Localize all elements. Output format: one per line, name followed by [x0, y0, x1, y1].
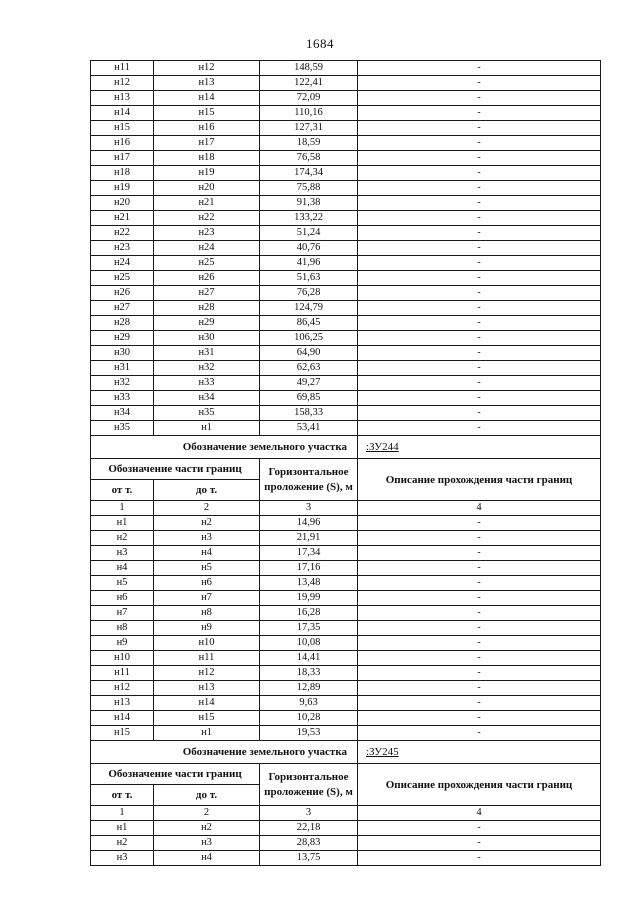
description-cell: -: [358, 181, 601, 196]
to-point-cell: н10: [154, 636, 260, 651]
to-point-cell: н35: [154, 406, 260, 421]
to-point-cell: н29: [154, 316, 260, 331]
length-cell: 53,41: [260, 421, 358, 436]
description-cell: -: [358, 196, 601, 211]
description-cell: -: [358, 711, 601, 726]
to-point-cell: н34: [154, 391, 260, 406]
from-point-cell: н35: [91, 421, 154, 436]
description-cell: -: [358, 211, 601, 226]
to-point-cell: н25: [154, 256, 260, 271]
from-point-cell: н3: [91, 851, 154, 866]
parcel-number: :ЗУ244: [358, 436, 601, 459]
description-cell: -: [358, 516, 601, 531]
table-row: [91, 406, 601, 421]
length-cell: 18,59: [260, 136, 358, 151]
length-cell: 19,99: [260, 591, 358, 606]
length-cell: 76,58: [260, 151, 358, 166]
from-point-cell: н18: [91, 166, 154, 181]
from-point-cell: н5: [91, 576, 154, 591]
description-header: Описание прохождения части границ: [358, 764, 601, 806]
length-cell: 16,28: [260, 606, 358, 621]
to-point-cell: н30: [154, 331, 260, 346]
table-row: [91, 256, 601, 271]
from-point-cell: н20: [91, 196, 154, 211]
to-point-header: до т.: [154, 480, 260, 501]
description-cell: -: [358, 836, 601, 851]
length-cell: 14,41: [260, 651, 358, 666]
to-point-cell: н5: [154, 561, 260, 576]
length-cell: 106,25: [260, 331, 358, 346]
to-point-cell: н24: [154, 241, 260, 256]
parcel-label: Обозначение земельного участка: [91, 436, 358, 459]
from-point-cell: н28: [91, 316, 154, 331]
table-row: [91, 821, 601, 836]
table-row: [91, 546, 601, 561]
from-point-cell: н11: [91, 666, 154, 681]
to-point-cell: н26: [154, 271, 260, 286]
to-point-cell: н22: [154, 211, 260, 226]
length-cell: 12,89: [260, 681, 358, 696]
from-point-cell: н12: [91, 681, 154, 696]
table-row: [91, 271, 601, 286]
column-number: 4: [358, 806, 601, 821]
table-row: [91, 181, 601, 196]
description-cell: -: [358, 636, 601, 651]
length-cell: 17,35: [260, 621, 358, 636]
length-cell: 91,38: [260, 196, 358, 211]
description-cell: -: [358, 91, 601, 106]
description-cell: -: [358, 226, 601, 241]
table-row: [91, 301, 601, 316]
table-row: [91, 726, 601, 741]
table-row: [91, 361, 601, 376]
column-number: 1: [91, 806, 154, 821]
description-cell: -: [358, 166, 601, 181]
length-cell: 122,41: [260, 76, 358, 91]
from-point-cell: н2: [91, 836, 154, 851]
table-row: [91, 561, 601, 576]
description-cell: -: [358, 256, 601, 271]
length-cell: 72,09: [260, 91, 358, 106]
from-point-header: от т.: [91, 480, 154, 501]
length-cell: 40,76: [260, 241, 358, 256]
page-number: 1684: [306, 36, 334, 51]
table-row: [91, 136, 601, 151]
from-point-cell: н15: [91, 726, 154, 741]
horizontal-length-header: Горизонтальное проложение (S), м: [260, 764, 358, 806]
description-cell: -: [358, 271, 601, 286]
description-header: Описание прохождения части границ: [358, 459, 601, 501]
length-cell: 49,27: [260, 376, 358, 391]
description-cell: -: [358, 316, 601, 331]
table-row: [91, 711, 601, 726]
to-point-cell: н9: [154, 621, 260, 636]
parcel-number: :ЗУ245: [358, 741, 601, 764]
table-row: [91, 241, 601, 256]
length-cell: 18,33: [260, 666, 358, 681]
description-cell: -: [358, 666, 601, 681]
from-point-cell: н14: [91, 711, 154, 726]
from-point-header: от т.: [91, 785, 154, 806]
length-cell: 64,90: [260, 346, 358, 361]
to-point-cell: н2: [154, 516, 260, 531]
description-cell: -: [358, 121, 601, 136]
to-point-cell: н19: [154, 166, 260, 181]
table-row: [91, 591, 601, 606]
from-point-cell: н30: [91, 346, 154, 361]
to-point-cell: н33: [154, 376, 260, 391]
column-number: 1: [91, 501, 154, 516]
to-point-cell: н27: [154, 286, 260, 301]
length-cell: 62,63: [260, 361, 358, 376]
description-cell: -: [358, 651, 601, 666]
to-point-cell: н16: [154, 121, 260, 136]
from-point-cell: н6: [91, 591, 154, 606]
length-cell: 10,08: [260, 636, 358, 651]
description-cell: -: [358, 621, 601, 636]
from-point-cell: н1: [91, 821, 154, 836]
table-row: [91, 666, 601, 681]
from-point-cell: н25: [91, 271, 154, 286]
description-cell: -: [358, 531, 601, 546]
description-cell: -: [358, 241, 601, 256]
column-number: 2: [154, 806, 260, 821]
length-cell: 69,85: [260, 391, 358, 406]
column-number: 4: [358, 501, 601, 516]
description-cell: -: [358, 576, 601, 591]
column-number: 2: [154, 501, 260, 516]
parcel-label: Обозначение земельного участка: [91, 741, 358, 764]
description-cell: -: [358, 546, 601, 561]
from-point-cell: н19: [91, 181, 154, 196]
table-row: [91, 836, 601, 851]
length-cell: 28,83: [260, 836, 358, 851]
table-row: [91, 621, 601, 636]
from-point-cell: н11: [91, 61, 154, 76]
column-header-row: [91, 459, 601, 480]
from-point-cell: н24: [91, 256, 154, 271]
table-row: [91, 516, 601, 531]
column-numbering-row: [91, 501, 601, 516]
to-point-cell: н3: [154, 531, 260, 546]
column-number: 3: [260, 501, 358, 516]
length-cell: 19,53: [260, 726, 358, 741]
horizontal-length-header: Горизонтальное проложение (S), м: [260, 459, 358, 501]
description-cell: -: [358, 406, 601, 421]
to-point-cell: н28: [154, 301, 260, 316]
table-row: [91, 226, 601, 241]
to-point-cell: н20: [154, 181, 260, 196]
length-cell: 51,63: [260, 271, 358, 286]
description-cell: -: [358, 331, 601, 346]
table-row: [91, 151, 601, 166]
from-point-cell: н17: [91, 151, 154, 166]
to-point-cell: н15: [154, 711, 260, 726]
description-cell: -: [358, 421, 601, 436]
length-cell: 22,18: [260, 821, 358, 836]
length-cell: 41,96: [260, 256, 358, 271]
from-point-cell: н16: [91, 136, 154, 151]
length-cell: 14,96: [260, 516, 358, 531]
from-point-cell: н13: [91, 696, 154, 711]
from-point-cell: н13: [91, 91, 154, 106]
length-cell: 9,63: [260, 696, 358, 711]
from-point-cell: н10: [91, 651, 154, 666]
table-row: [91, 606, 601, 621]
column-header-row: [91, 764, 601, 785]
description-cell: -: [358, 106, 601, 121]
description-cell: -: [358, 136, 601, 151]
description-cell: -: [358, 361, 601, 376]
to-point-cell: н6: [154, 576, 260, 591]
description-cell: -: [358, 591, 601, 606]
parcel-designation-row: [91, 741, 601, 764]
description-cell: -: [358, 376, 601, 391]
from-point-cell: н1: [91, 516, 154, 531]
to-point-cell: н14: [154, 696, 260, 711]
description-cell: -: [358, 346, 601, 361]
from-point-cell: н21: [91, 211, 154, 226]
length-cell: 86,45: [260, 316, 358, 331]
length-cell: 124,79: [260, 301, 358, 316]
from-point-cell: н15: [91, 121, 154, 136]
to-point-cell: н3: [154, 836, 260, 851]
table-row: [91, 61, 601, 76]
to-point-cell: н2: [154, 821, 260, 836]
to-point-cell: н12: [154, 666, 260, 681]
description-cell: -: [358, 681, 601, 696]
description-cell: -: [358, 76, 601, 91]
table-row: [91, 636, 601, 651]
from-point-cell: н34: [91, 406, 154, 421]
from-point-cell: н7: [91, 606, 154, 621]
table-row: [91, 196, 601, 211]
column-number: 3: [260, 806, 358, 821]
from-point-cell: н9: [91, 636, 154, 651]
to-point-cell: н1: [154, 421, 260, 436]
from-point-cell: н32: [91, 376, 154, 391]
to-point-cell: н4: [154, 851, 260, 866]
length-cell: 110,16: [260, 106, 358, 121]
to-point-cell: н18: [154, 151, 260, 166]
table-row: [91, 91, 601, 106]
from-point-cell: н26: [91, 286, 154, 301]
to-point-cell: н15: [154, 106, 260, 121]
to-point-cell: н13: [154, 681, 260, 696]
length-cell: 174,34: [260, 166, 358, 181]
length-cell: 10,28: [260, 711, 358, 726]
parcel-designation-row: [91, 436, 601, 459]
to-point-cell: н32: [154, 361, 260, 376]
boundary-table: [90, 60, 601, 866]
table-row: [91, 331, 601, 346]
description-cell: -: [358, 151, 601, 166]
table-row: [91, 851, 601, 866]
to-point-cell: н7: [154, 591, 260, 606]
to-point-header: до т.: [154, 785, 260, 806]
length-cell: 75,88: [260, 181, 358, 196]
to-point-cell: н23: [154, 226, 260, 241]
description-cell: -: [358, 821, 601, 836]
table-row: [91, 651, 601, 666]
to-point-cell: н21: [154, 196, 260, 211]
from-point-cell: н14: [91, 106, 154, 121]
description-cell: -: [358, 286, 601, 301]
to-point-cell: н17: [154, 136, 260, 151]
table-row: [91, 286, 601, 301]
length-cell: 51,24: [260, 226, 358, 241]
parts-boundary-header: Обозначение части границ: [91, 459, 260, 480]
description-cell: -: [358, 606, 601, 621]
table-row: [91, 106, 601, 121]
table-row: [91, 576, 601, 591]
from-point-cell: н22: [91, 226, 154, 241]
length-cell: 13,48: [260, 576, 358, 591]
description-cell: -: [358, 851, 601, 866]
table-row: [91, 316, 601, 331]
length-cell: 17,16: [260, 561, 358, 576]
to-point-cell: н4: [154, 546, 260, 561]
table-row: [91, 346, 601, 361]
description-cell: -: [358, 696, 601, 711]
to-point-cell: н13: [154, 76, 260, 91]
description-cell: -: [358, 391, 601, 406]
table-row: [91, 681, 601, 696]
table-row: [91, 211, 601, 226]
to-point-cell: н12: [154, 61, 260, 76]
description-cell: -: [358, 726, 601, 741]
column-numbering-row: [91, 806, 601, 821]
to-point-cell: н14: [154, 91, 260, 106]
from-point-cell: н8: [91, 621, 154, 636]
from-point-cell: н23: [91, 241, 154, 256]
table-row: [91, 121, 601, 136]
length-cell: 76,28: [260, 286, 358, 301]
from-point-cell: н2: [91, 531, 154, 546]
from-point-cell: н29: [91, 331, 154, 346]
length-cell: 13,75: [260, 851, 358, 866]
length-cell: 133,22: [260, 211, 358, 226]
from-point-cell: н33: [91, 391, 154, 406]
to-point-cell: н1: [154, 726, 260, 741]
from-point-cell: н27: [91, 301, 154, 316]
parts-boundary-header: Обозначение части границ: [91, 764, 260, 785]
to-point-cell: н11: [154, 651, 260, 666]
length-cell: 148,59: [260, 61, 358, 76]
from-point-cell: н31: [91, 361, 154, 376]
description-cell: -: [358, 301, 601, 316]
table-row: [91, 391, 601, 406]
length-cell: 127,31: [260, 121, 358, 136]
table-row: [91, 531, 601, 546]
table-row: [91, 376, 601, 391]
description-cell: -: [358, 561, 601, 576]
table-row: [91, 76, 601, 91]
from-point-cell: н4: [91, 561, 154, 576]
table-row: [91, 696, 601, 711]
length-cell: 21,91: [260, 531, 358, 546]
length-cell: 158,33: [260, 406, 358, 421]
from-point-cell: н12: [91, 76, 154, 91]
to-point-cell: н31: [154, 346, 260, 361]
to-point-cell: н8: [154, 606, 260, 621]
table-row: [91, 166, 601, 181]
description-cell: -: [358, 61, 601, 76]
table-row: [91, 421, 601, 436]
length-cell: 17,34: [260, 546, 358, 561]
from-point-cell: н3: [91, 546, 154, 561]
